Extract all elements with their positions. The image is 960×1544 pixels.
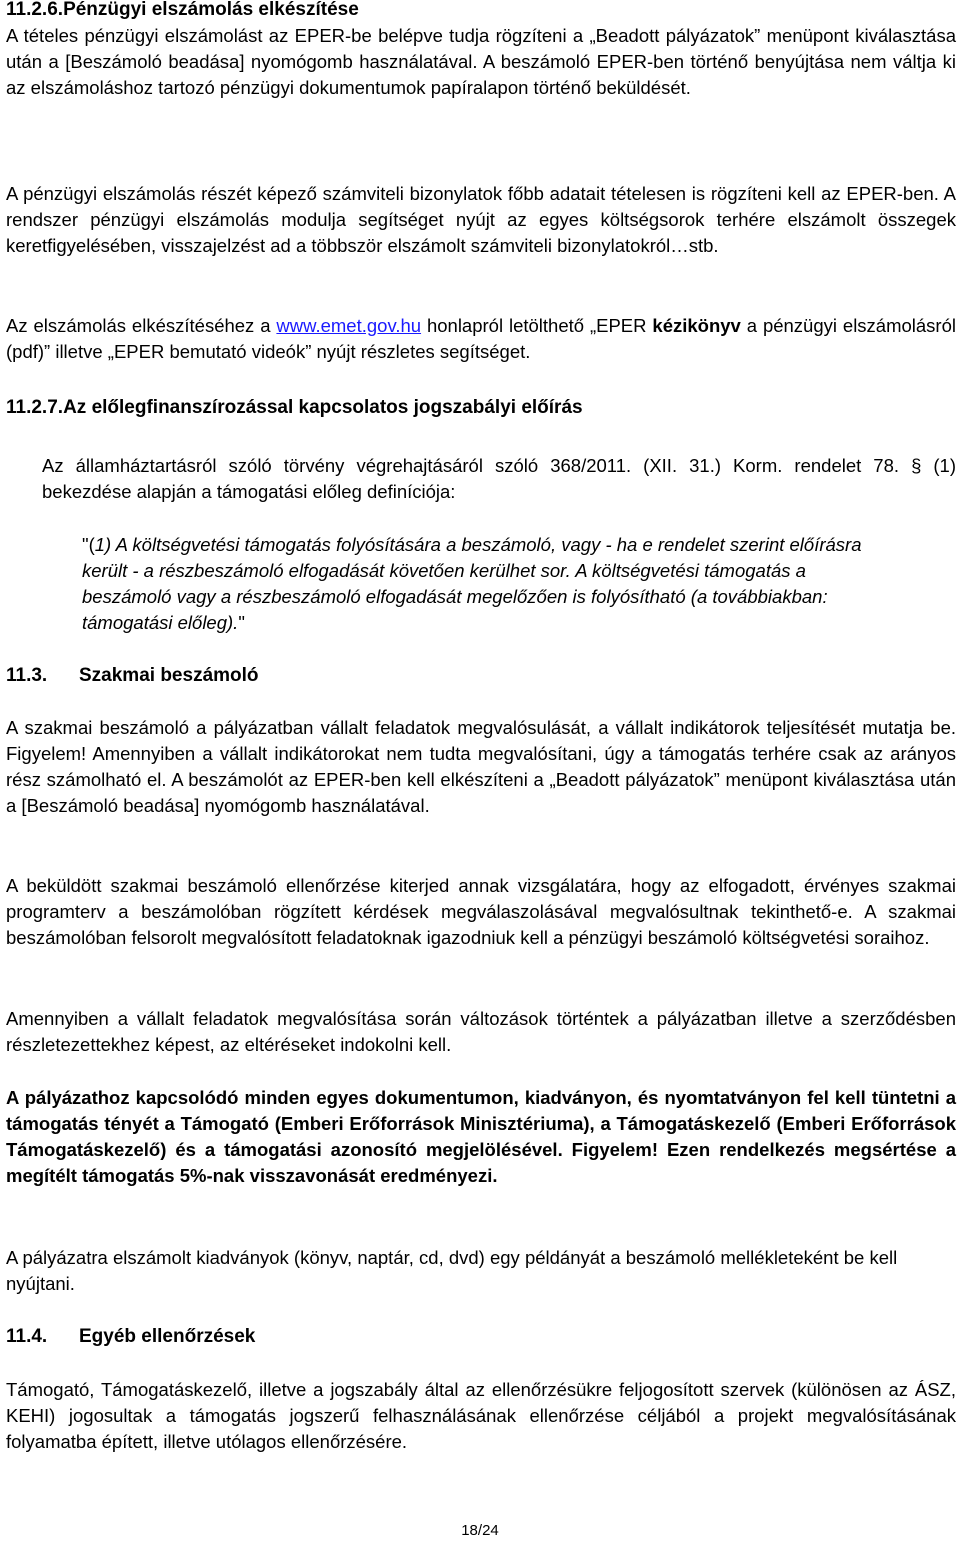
paragraph: A pénzügyi elszámolás részét képező számviteli bizonylatok főbb adatait tételesen is rögzíteni kell az EPER-ben. A rendszer pénzügyi elszámolás modulja segítséget nyújt az egyes költségsorok terhére elszámolt összegek keretfigyelésében, visszajelzést ad a többször elszámolt számviteli bizonylatokról…stb.: [6, 183, 956, 256]
section-title: Szakmai beszámoló: [79, 665, 259, 686]
website-link[interactable]: www.emet.gov.hu: [276, 315, 422, 336]
section-heading-11-4: [6, 1324, 255, 1350]
section-heading-11-2-6: [6, 0, 359, 23]
paragraph: A tételes pénzügyi elszámolást az EPER-be belépve tudja rögzíteni a „Beadott pályázatok” menüpont kiválasztása után a [Beszámoló beadása] nyomógomb használatával. A beszámoló EPER-ben történő benyújtása nem váltja ki az elszámoláshoz tartozó pénzügyi dokumentumok papíralapon történő beküldését.: [6, 25, 956, 98]
section-title: Az előlegfinanszírozással kapcsolatos jogszabályi előírás: [63, 397, 583, 418]
section-title: Egyéb ellenőrzések: [79, 1326, 256, 1347]
paragraph: Amennyiben a vállalt feladatok megvalósítása során változások történtek a pályázatban illetve a szerződésben részletezettekhez képest, az eltéréseket indokolni kell.: [6, 1008, 956, 1055]
paragraph: A beküldött szakmai beszámoló ellenőrzése kiterjed annak vizsgálatára, hogy az elfogadott, érvényes szakmai programterv a beszámolóban rögzített kérdések megválaszolásával megvalósultnak tekinthető-e. A szakmai beszámolóban felsorolt megvalósított feladatoknak igazodniuk kell a pénzügyi beszámoló költségvetési soraihoz.: [6, 875, 956, 948]
section-number: 11.3.: [6, 665, 48, 686]
page-number: 18/24: [461, 1522, 499, 1539]
section-heading-11-3: [6, 663, 259, 689]
paragraph: A szakmai beszámoló a pályázatban vállalt feladatok megvalósulását, a vállalt indikátorok teljesítését mutatja be. Figyelem! Amennyiben a vállalt indikátorokat nem tudta megvalósítani, úgy a támogatás terhére csak az arányos rész számolható el. A beszámolót az EPER-ben kell elkészíteni a „Beadott pályázatok” menüpont kiválasztása után a [Beszámoló beadása] nyomógomb használatával.: [6, 717, 956, 816]
paragraph: Az elszámolás elkészítéséhez a www.emet.gov.hu honlapról letölthető „EPER kézikönyv a pénzügyi elszámolásról (pdf)” illetve „EPER bemutató videók” nyújt részletes segítséget.: [6, 315, 956, 362]
section-title: Pénzügyi elszámolás elkészítése: [63, 0, 359, 20]
paragraph: A pályázatra elszámolt kiadványok (könyv, naptár, cd, dvd) egy példányát a beszámoló mellékleteként be kell nyújtani.: [6, 1247, 898, 1294]
section-number: 11.2.7.: [6, 397, 64, 418]
section-number: 11.2.6.: [6, 0, 64, 20]
section-heading-11-2-7: [6, 395, 583, 421]
section-number: 11.4.: [6, 1326, 48, 1347]
paragraph: Támogató, Támogatáskezelő, illetve a jogszabály által az ellenőrzésükre feljogosított szervek (különösen az ÁSZ, KEHI) jogosultak a támogatás jogszerű felhasználásának ellenőrzése céljából a projekt megvalósításának folyamatba épített, illetve utólagos ellenőrzésére.: [6, 1379, 956, 1452]
bold-notice-paragraph: A pályázathoz kapcsolódó minden egyes dokumentumon, kiadványon, és nyomtatványon fel kell tüntetni a támogatás tényét a Támogató (Emberi Erőforrások Minisztériuma), a Támogatáskezelő (Emberi Erőforrások Támogatáskezelő) és a támogatási azonosító megjelölésével. Figyelem! Ezen rendelkezés megsértése a megítélt támogatás 5%-nak visszavonását eredményezi.: [6, 1087, 956, 1186]
paragraph: Az államháztartásról szóló törvény végrehajtásáról szóló 368/2011. (XII. 31.) Korm. rendelet 78. § (1) bekezdése alapján a támogatási előleg definíciója:: [42, 455, 956, 502]
legal-quote: "(1) A költségvetési támogatás folyósítására a beszámoló, vagy - ha e rendelet szerint előírásra került - a részbeszámoló elfogadását követően kerülhet sor. A költségvetési támogatás a beszámoló vagy a részbeszámoló elfogadását megelőzően is folyósítható (a továbbiakban: támogatási előleg).": [82, 534, 862, 633]
